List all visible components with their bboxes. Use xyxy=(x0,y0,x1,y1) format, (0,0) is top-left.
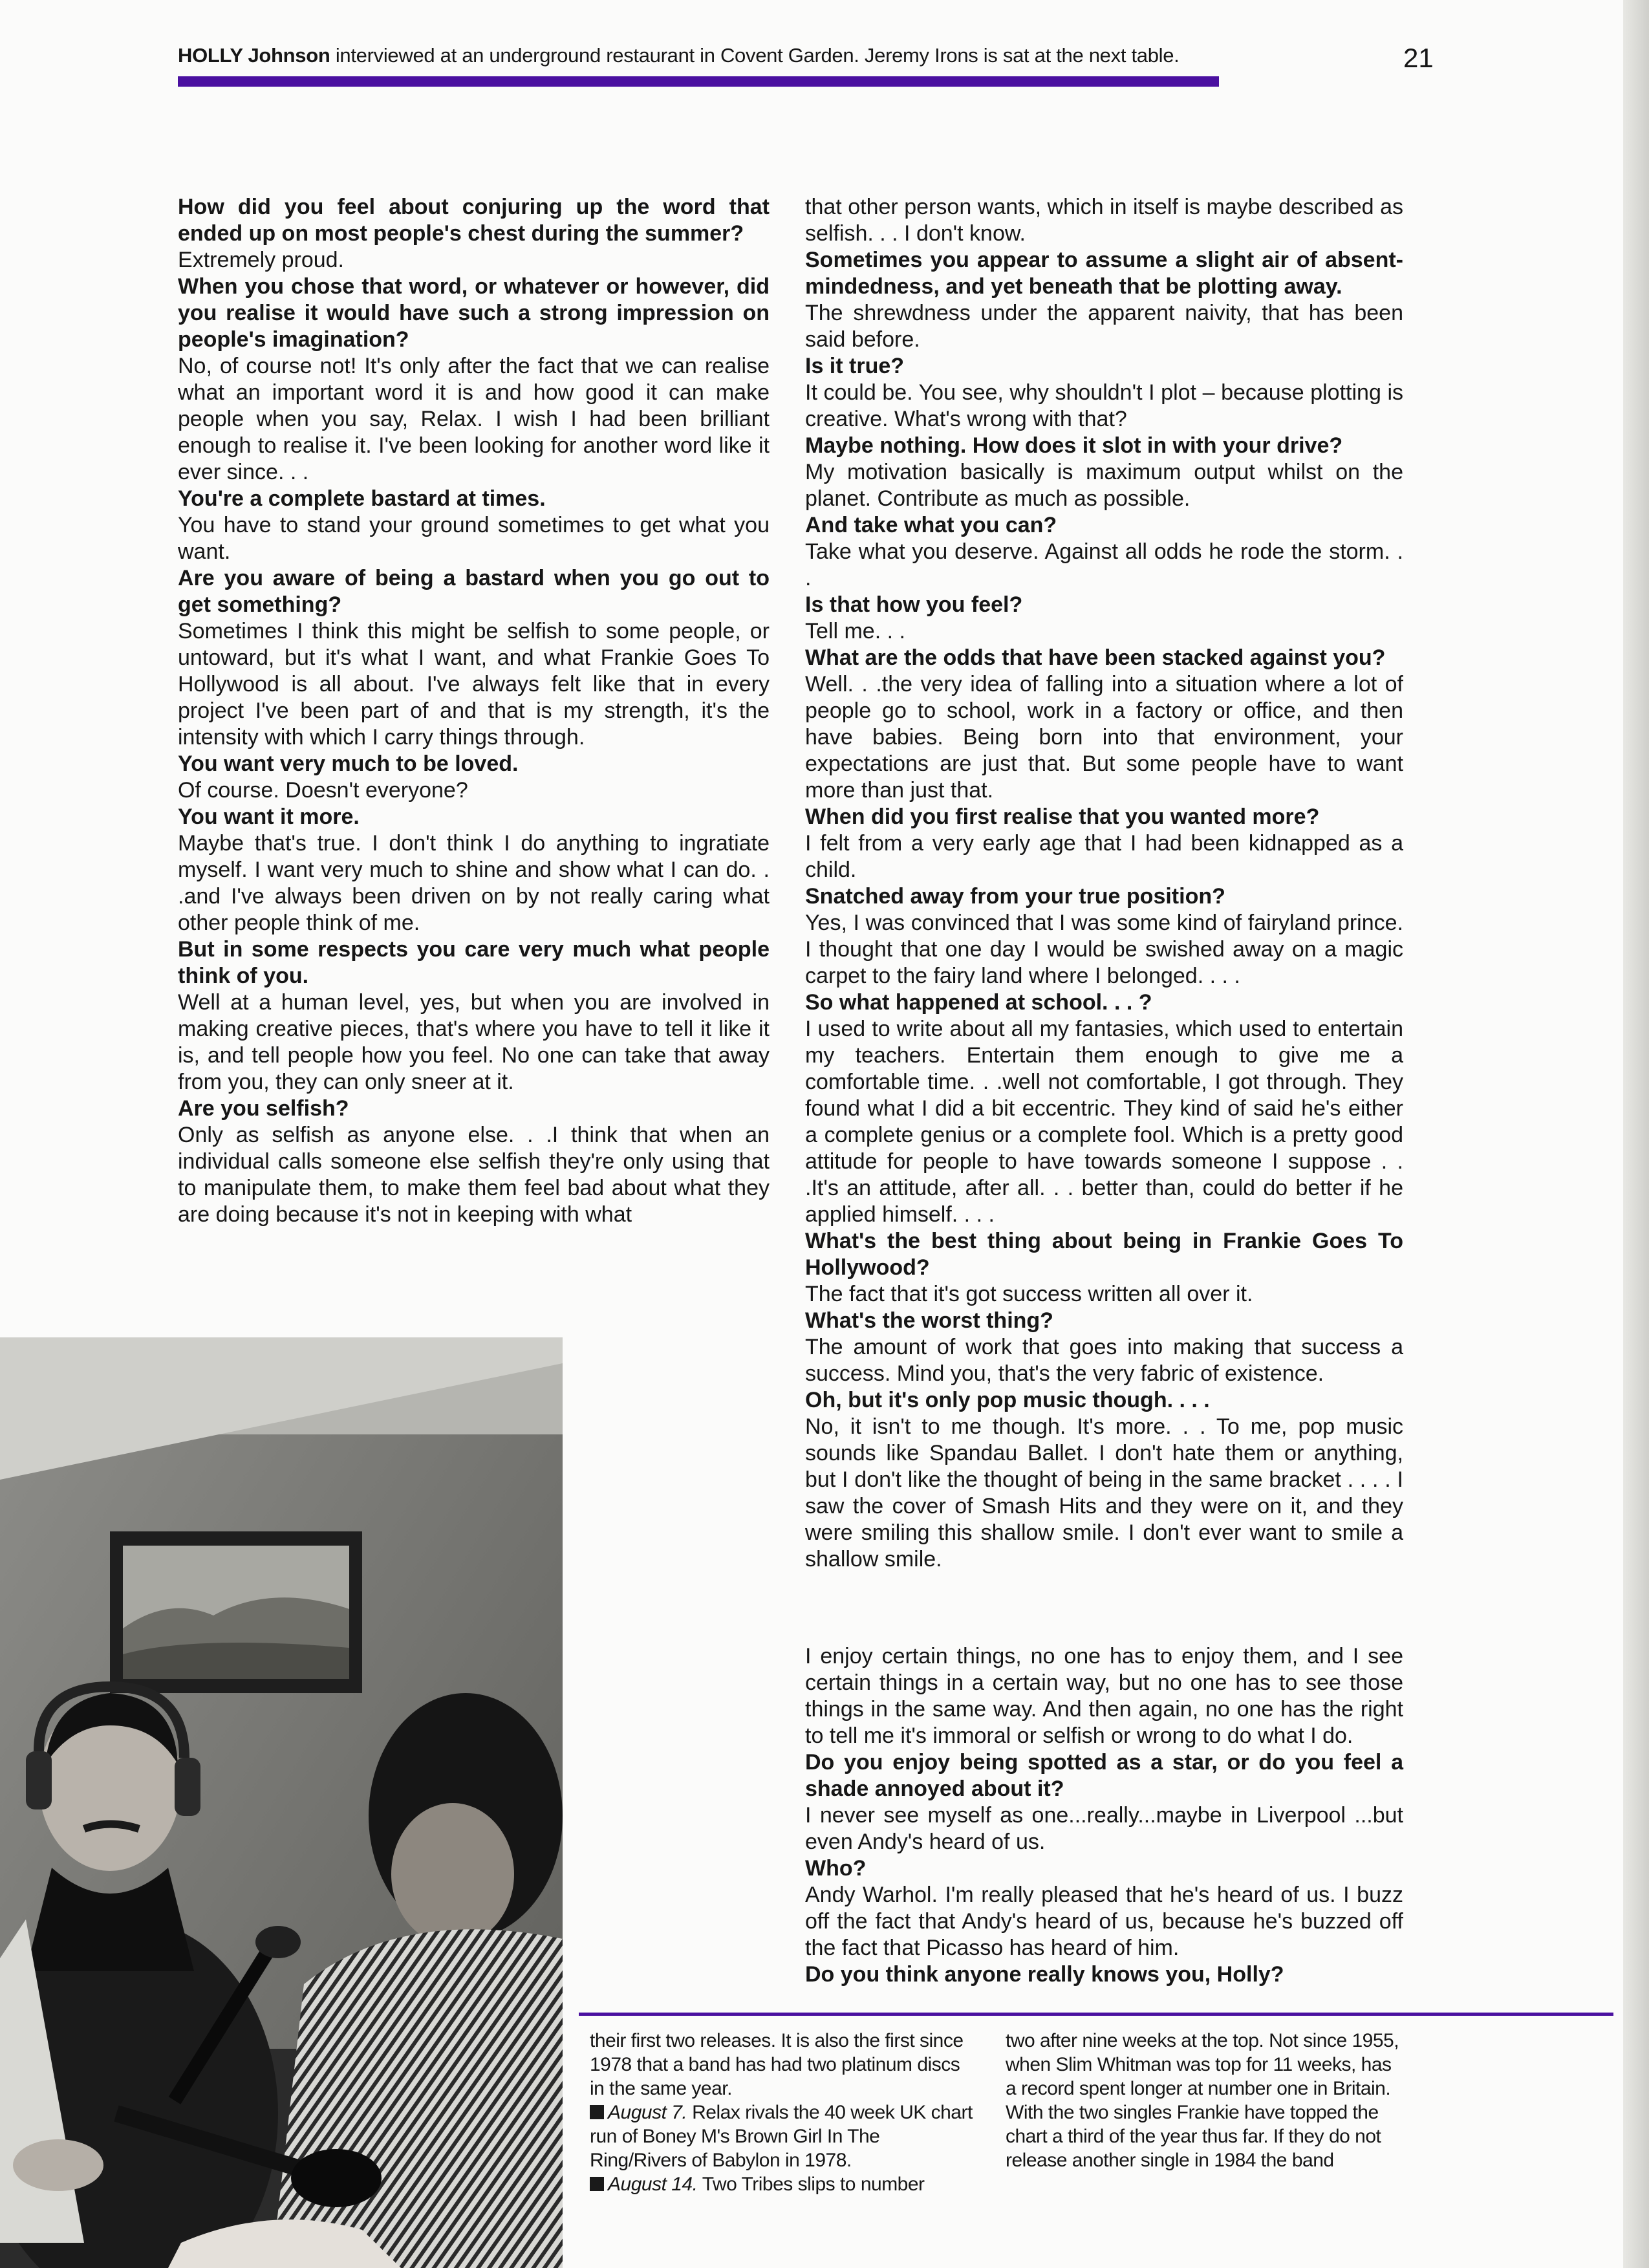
sidebar-column-left xyxy=(590,2029,978,2196)
interview-question: And take what you can? xyxy=(805,513,1057,537)
sidebar-text: Relax rivals the 40 week UK chart run of Boney M's Brown Girl In The Ring/Rivers of Babylon in 1978. xyxy=(590,2102,973,2171)
interview-question: You want it more. xyxy=(178,805,360,829)
bullet-square-icon xyxy=(590,2177,604,2191)
paragraph-gap xyxy=(805,1595,1403,1621)
interview-answer: I used to write about all my fantasies, which used to entertain my teachers. Entertain them enough to give me a comfortable time. . .well not comfortable, I got through. They found what I did a bit eccentric. They kind of said he's either a complete genius or a complete fool. Which is a pretty good attitude for people to have towards someone I suppose . . .It's an attitude, after all. . . better than, could do better if he applied himself. . . . xyxy=(805,1017,1403,1227)
interview-column-right xyxy=(805,194,1403,1988)
interview-question: Who? xyxy=(805,1856,867,1881)
interview-question: Is it true? xyxy=(805,354,905,378)
interview-question: But in some respects you care very much what people think of you. xyxy=(178,937,770,988)
interview-answer: Tell me. . . xyxy=(805,619,905,643)
interview-question: Snatched away from your true position? xyxy=(805,884,1225,909)
interview-question: Do you enjoy being spotted as a star, or do you feel a shade annoyed about it? xyxy=(805,1750,1403,1801)
sidebar-paragraph xyxy=(590,2172,978,2196)
interview-answer: Of course. Doesn't everyone? xyxy=(178,778,468,803)
interview-answer: I enjoy certain things, no one has to enjoy them, and I see certain things in a certain way, but no one has to see those things in the same way. And then again, no one has the right to tell me it's immoral or selfish or wrong to do what I do. xyxy=(805,1644,1403,1748)
interview-answer: that other person wants, which in itself is maybe described as selfish. . . I don't know. xyxy=(805,195,1403,246)
interview-answer: No, it isn't to me though. It's more. . . To me, pop music sounds like Spandau Ballet. I don't hate them or anything, but I don't like the thought of being in the same bracket . . . . I saw the cover of Smash Hits and they were on it, and they were smiling this shallow smile. I don't ever want to smile a shallow smile. xyxy=(805,1414,1403,1571)
interview-question: You want very much to be loved. xyxy=(178,751,519,776)
interview-answer: I never see myself as one...really...maybe in Liverpool ...but even Andy's heard of us. xyxy=(805,1803,1403,1854)
header-caption xyxy=(178,44,1219,67)
sidebar-text: Two Tribes slips to number xyxy=(697,2174,925,2195)
sidebar-column-right xyxy=(1006,2029,1400,2172)
interview-answer: Maybe that's true. I don't think I do anything to ingratiate myself. I want very much to shine and show what I can do. . .and I've always been driven on by not really caring what other people think of me. xyxy=(178,831,770,935)
page-number: 21 xyxy=(1403,43,1434,73)
interview-question: What's the worst thing? xyxy=(805,1308,1053,1333)
interview-question: Do you think anyone really knows you, Holly? xyxy=(805,1962,1284,1987)
interview-question: Is that how you feel? xyxy=(805,592,1023,617)
interview-answer: Extremely proud. xyxy=(178,248,344,272)
sidebar-text: their first two releases. It is also the first since 1978 that a band has had two platinum discs in the same year. xyxy=(590,2030,964,2099)
interview-question: What's the best thing about being in Frankie Goes To Hollywood? xyxy=(805,1229,1403,1280)
interview-question: Oh, but it's only pop music though. . . . xyxy=(805,1388,1210,1412)
interview-answer: Take what you deserve. Against all odds he rode the storm. . . xyxy=(805,539,1403,590)
interview-question: Are you selfish? xyxy=(178,1096,349,1121)
sidebar-rule xyxy=(579,2013,1613,2016)
interview-question: So what happened at school. . . ? xyxy=(805,990,1152,1015)
header-caption-text: interviewed at an underground restaurant in Covent Garden. Jeremy Irons is sat at the next table. xyxy=(330,44,1180,67)
interview-question: You're a complete bastard at times. xyxy=(178,486,546,511)
interview-answer: Well. . .the very idea of falling into a situation where a lot of people go to school, work in a factory or office, and then have babies. Being born into that environment, your expectations are just that. But some people have to want more than just that. xyxy=(805,672,1403,803)
interview-answer: Andy Warhol. I'm really pleased that he's heard of us. I buzz off the fact that Andy's heard of us, because he's buzzed off the fact that Picasso has heard of him. xyxy=(805,1883,1403,1960)
interview-question: Sometimes you appear to assume a slight air of absent-mindedness, and yet beneath that be plotting away. xyxy=(805,248,1403,299)
interview-answer: The fact that it's got success written all over it. xyxy=(805,1282,1253,1306)
interview-answer: You have to stand your ground sometimes to get what you want. xyxy=(178,513,770,564)
interview-question: When did you first realise that you wanted more? xyxy=(805,805,1320,829)
sidebar-date: August 7. xyxy=(608,2102,687,2123)
header-name: HOLLY Johnson xyxy=(178,44,330,67)
sidebar-paragraph xyxy=(1006,2029,1400,2172)
interview-question: Are you aware of being a bastard when you go out to get something? xyxy=(178,566,770,617)
sidebar-paragraph xyxy=(590,2029,978,2101)
band-photo xyxy=(0,1337,563,2268)
interview-question: What are the odds that have been stacked against you? xyxy=(805,645,1386,670)
interview-question: How did you feel about conjuring up the word that ended up on most people's chest during the summer? xyxy=(178,195,770,246)
interview-answer: Well at a human level, yes, but when you are involved in making creative pieces, that's where you have to tell it like it is, and tell people how you feel. No one can take that away from you, they can only sneer at it. xyxy=(178,990,770,1094)
interview-question: Maybe nothing. How does it slot in with your drive? xyxy=(805,433,1343,458)
interview-answer: Yes, I was convinced that I was some kind of fairyland prince. I thought that one day I would be swished away on a magic carpet to the fairy land where I belonged. . . . xyxy=(805,911,1403,988)
bullet-square-icon xyxy=(590,2105,604,2119)
sidebar-paragraph xyxy=(590,2101,978,2172)
interview-answer: It could be. You see, why shouldn't I plot – because plotting is creative. What's wrong with that? xyxy=(805,380,1403,431)
header-rule xyxy=(178,76,1219,87)
interview-answer: I felt from a very early age that I had been kidnapped as a child. xyxy=(805,831,1403,882)
studio-photo-illustration xyxy=(0,1337,563,2268)
interview-answer: The shrewdness under the apparent naivity, that has been said before. xyxy=(805,301,1403,352)
sidebar-date: August 14. xyxy=(608,2174,698,2195)
interview-answer: No, of course not! It's only after the fact that we can realise what an important word it is and how good it can make people when you say, Relax. I wish I had been brilliant enough to realise it. I've been looking for another word like it ever since. . . xyxy=(178,354,770,484)
interview-answer: The amount of work that goes into making that success a success. Mind you, that's the very fabric of existence. xyxy=(805,1335,1403,1386)
interview-answer: Only as selfish as anyone else. . .I think that when an individual calls someone else selfish they're only using that to manipulate them, to make them feel bad about what they are doing because it's not in keeping with what xyxy=(178,1123,770,1227)
interview-question: When you chose that word, or whatever or however, did you realise it would have such a strong impression on people's imagination? xyxy=(178,274,770,352)
interview-answer: Sometimes I think this might be selfish to some people, or untoward, but it's what I want, and what Frankie Goes To Hollywood is all about. I've always felt like that in every project I've been part of and that is my strength, it's the intensity with which I carry things through. xyxy=(178,619,770,750)
interview-column-left xyxy=(178,194,770,1228)
sidebar-text: two after nine weeks at the top. Not since 1955, when Slim Whitman was top for 11 weeks, has a record spent longer at number one in Britain. With the two singles Frankie have topped the chart a third of the year thus far. If they do not release another single in 1984 the band xyxy=(1006,2030,1399,2171)
page-edge-shadow xyxy=(1623,0,1649,2268)
interview-answer: My motivation basically is maximum output whilst on the planet. Contribute as much as possible. xyxy=(805,460,1403,511)
